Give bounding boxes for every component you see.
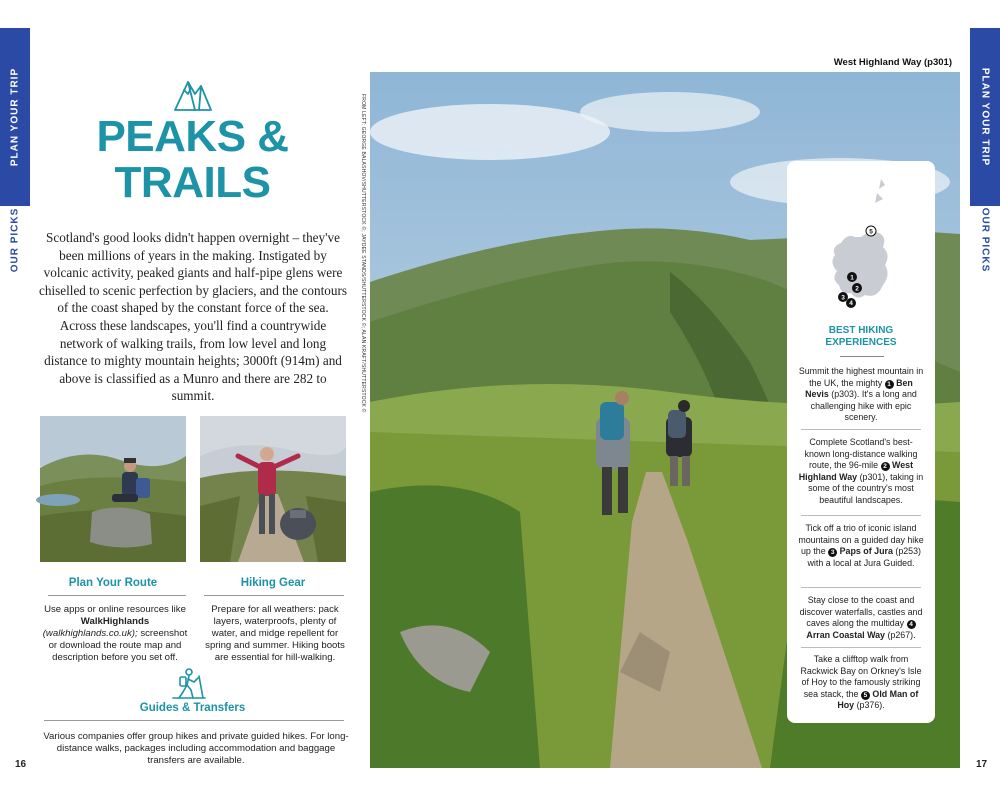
hiking-gear-text: Prepare for all weathers: pack layers, waterproofs, plenty of water, and midge repellent for spring and summer. Hiking boots are essential for hill-walking. xyxy=(205,604,345,663)
hike-item-4-post: (p267). xyxy=(887,629,916,640)
photo-credit: FROM LEFT: GEORGE BALASHOV/SHUTTERSTOCK ©; JAYDEE STANDS/SHUTTERSTOCK ©; ALAN KRAFT/SHUTTERSTOCK © xyxy=(360,94,366,413)
hike-name-1: Ben Nevis xyxy=(805,377,913,400)
hike-item-5 xyxy=(797,654,925,712)
hike-number-2: 2 xyxy=(881,462,890,471)
best-hiking-card xyxy=(787,161,935,723)
title-line-1: PEAKS & xyxy=(96,112,289,161)
guides-rule xyxy=(44,720,344,721)
hike-item-5-pre: Take a clifftop walk from Rackwick Bay on Orkney's Isle of Hoy to the famously striking sea stack, the xyxy=(800,654,922,699)
page-number-left: 16 xyxy=(15,759,27,770)
hike-name-4: Arran Coastal Way xyxy=(806,629,885,640)
hike-item-4 xyxy=(797,595,925,641)
intro-paragraph: Scotland's good looks didn't happen overnight – they've been millions of years in the making. Instigated by volcanic activity, peaked giants and half-pipe glens were chiselled to scenic perfection by glaciers, and the contours of the coast shaped by the constant force of the sea. Across these landscapes, you'll find a countrywide network of walking trails, from low level and long distance to mighty mountain heights; 3000ft (914m) and above is classified as a Munro and there are 282 to summit. xyxy=(39,230,347,404)
tab-label-left: PLAN YOUR TRIP xyxy=(9,67,21,167)
running-head: West Highland Way (p301) xyxy=(833,57,952,68)
guides-text: Various companies offer group hikes and private guided hikes. For long-distance walks, packages including accommodation and baggage transfers are available. xyxy=(43,731,349,766)
plan-route-text-2: screenshot or download the route map and description before you set off. xyxy=(48,628,188,663)
plan-route-text xyxy=(40,604,190,664)
hike-item-1 xyxy=(797,366,925,424)
hike-name-3: Paps of Jura xyxy=(839,546,893,557)
map-marker-2: 2 xyxy=(855,285,859,293)
hike-number-1: 1 xyxy=(885,380,894,389)
right-edge-tab xyxy=(970,28,1000,206)
hiking-gear-photo xyxy=(200,416,346,562)
hike-item-3 xyxy=(797,523,925,569)
card-heading xyxy=(787,325,935,349)
page-title xyxy=(40,114,345,206)
left-edge-tab xyxy=(0,28,30,206)
section-label-left: OUR PICKS xyxy=(9,207,21,273)
map-marker-3: 3 xyxy=(841,294,845,302)
mountain-icon xyxy=(173,76,213,112)
card-divider xyxy=(801,515,921,516)
hike-item-3-pre: Tick off a trio of iconic island mountains on a guided day hike up the xyxy=(798,523,924,557)
card-heading-line-2: EXPERIENCES xyxy=(825,337,897,348)
map-marker-4: 4 xyxy=(849,300,853,307)
card-heading-rule xyxy=(840,356,884,357)
guides-heading: Guides & Transfers xyxy=(139,702,246,714)
hike-number-5: 5 xyxy=(861,691,870,700)
hike-item-2-post: (p301), taking in some of the country's most beautiful landscapes. xyxy=(808,471,924,505)
hike-item-3-post: (p253) with a local at Jura Guided. xyxy=(807,546,922,568)
plan-route-rule xyxy=(48,595,186,596)
walkhighlands-link[interactable]: WalkHighlands xyxy=(80,616,150,627)
map-marker-1: 1 xyxy=(850,274,854,282)
tab-label-right: PLAN YOUR TRIP xyxy=(979,67,991,167)
scotland-map xyxy=(821,175,901,307)
card-heading-line-1: BEST HIKING xyxy=(828,325,894,336)
hike-number-3: 3 xyxy=(828,548,837,557)
hiking-gear-rule xyxy=(204,595,344,596)
hike-item-5-post: (p376). xyxy=(856,700,885,711)
hiker-icon xyxy=(172,668,206,700)
hike-name-5: Old Man of Hoy xyxy=(837,688,919,711)
plan-route-photo xyxy=(40,416,186,562)
hike-item-2-pre: Complete Scotland's best-known long-distance walking route, the 96-mile xyxy=(804,437,918,471)
hike-number-4: 4 xyxy=(907,620,916,629)
title-line-2: TRAILS xyxy=(114,158,271,207)
hiking-gear-heading: Hiking Gear xyxy=(240,577,306,589)
hike-item-1-post: (p303). It's a long and challenging hike with epic scenery. xyxy=(810,389,917,423)
plan-route-heading: Plan Your Route xyxy=(68,577,158,589)
card-divider xyxy=(801,647,921,648)
card-divider xyxy=(801,429,921,430)
hike-item-1-pre: Summit the highest mountain in the UK, the mighty xyxy=(798,366,924,388)
map-marker-5: 5 xyxy=(869,228,873,236)
hike-item-4-pre: Stay close to the coast and discover waterfalls, castles and caves along the multiday xyxy=(799,595,923,629)
section-label-right: OUR PICKS xyxy=(979,207,991,273)
hike-name-2: West Highland Way xyxy=(798,460,914,482)
walkhighlands-url: (walkhighlands.co.uk); xyxy=(42,628,138,639)
hike-item-2 xyxy=(797,437,925,507)
card-divider xyxy=(801,587,921,588)
plan-route-text-1: Use apps or online resources like xyxy=(44,604,186,615)
page-number-right: 17 xyxy=(976,759,988,770)
